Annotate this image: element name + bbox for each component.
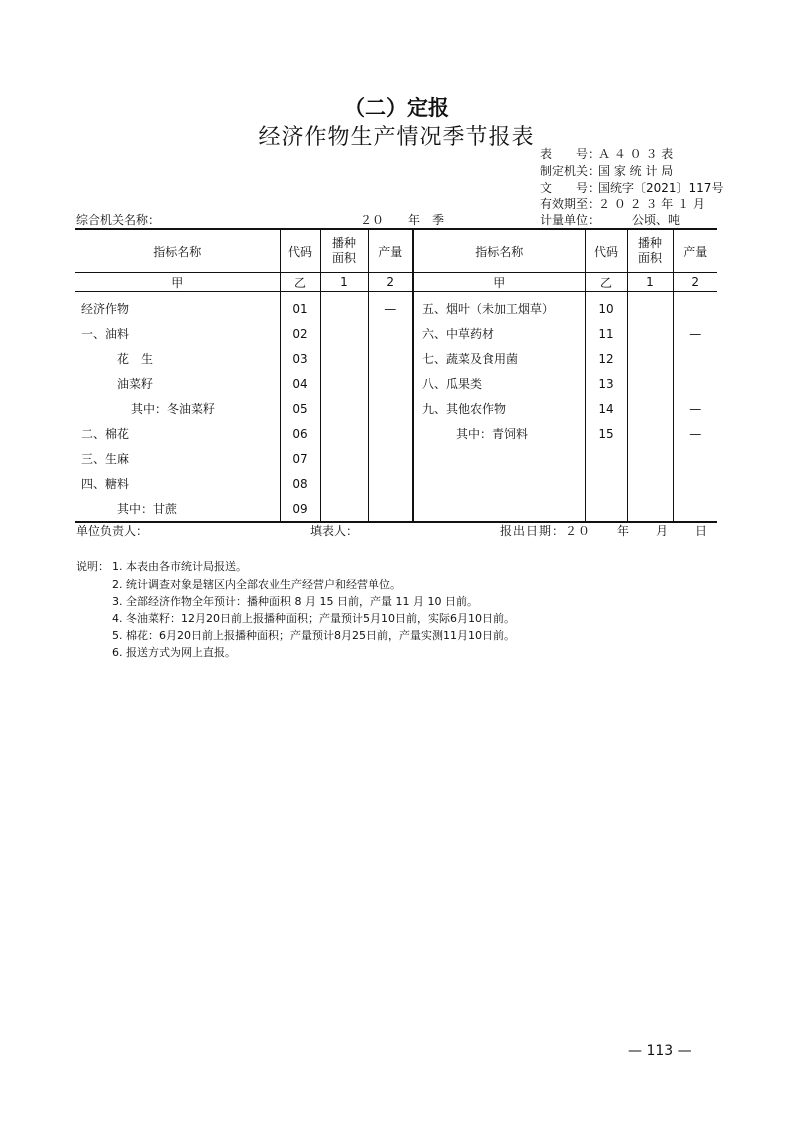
meta-document-number: 文 号：国统字〔2021〕117号 (540, 181, 724, 195)
indicator-code: 07 (280, 446, 320, 471)
table-row (75, 421, 717, 446)
meta-authority: 制定机关：国 家 统 计 局 (540, 164, 674, 178)
output-cell (673, 371, 717, 396)
meta-table-number: 表 号：Ａ ４ ０ ３ 表 (540, 147, 674, 161)
area-cell (320, 421, 368, 446)
output-cell (673, 292, 717, 322)
area-cell (627, 346, 673, 371)
footer-head-label: 单位负责人： (76, 524, 149, 538)
indicator-code (585, 496, 627, 522)
indicator-code: 01 (280, 292, 320, 322)
output-cell: — (673, 321, 717, 346)
indicator-name: 九、其他农作物 (413, 396, 585, 421)
unit-label: 计量单位： (540, 213, 601, 227)
indicator-code (585, 446, 627, 471)
page-number: — 113 — (628, 1043, 692, 1059)
output-cell (673, 446, 717, 471)
output-cell: — (368, 292, 413, 322)
output-cell (368, 346, 413, 371)
output-cell (673, 471, 717, 496)
indicator-code: 06 (280, 421, 320, 446)
indicator-code: 03 (280, 346, 320, 371)
note-item: 6. 报送方式为网上直报。 (112, 646, 236, 659)
col-index: 甲 (413, 273, 585, 292)
indicator-code (585, 471, 627, 496)
output-cell (368, 446, 413, 471)
table-row (75, 496, 717, 522)
area-cell (320, 446, 368, 471)
area-cell (627, 321, 673, 346)
indicator-name (413, 496, 585, 522)
area-cell (627, 396, 673, 421)
indicator-name: 三、生麻 (81, 452, 130, 466)
table-row (75, 371, 717, 396)
area-cell (627, 371, 673, 396)
indicator-name: 六、中草药材 (413, 321, 585, 346)
indicator-name: 其中：冬油菜籽 (131, 402, 216, 416)
indicator-name (413, 471, 585, 496)
indicator-code: 12 (585, 346, 627, 371)
footer-filler-label: 填表人： (310, 524, 359, 538)
table-row (75, 471, 717, 496)
col-header-area: 播种面积 (627, 229, 673, 273)
area-cell (320, 471, 368, 496)
report-title: 经济作物生产情况季节报表 (258, 125, 535, 150)
report-table (75, 228, 717, 523)
notes-label: 说明： (76, 560, 109, 573)
area-cell (320, 396, 368, 421)
indicator-code: 13 (585, 371, 627, 396)
indicator-name: 五、烟叶（未加工烟草） (413, 292, 585, 322)
indicator-name: 八、瓜果类 (413, 371, 585, 396)
note-item: 2. 统计调查对象是辖区内全部农业生产经营户和经营单位。 (112, 578, 401, 591)
table-row (75, 396, 717, 421)
indicator-name: 四、糖料 (81, 477, 130, 491)
org-name-label: 综合机关名称： (76, 213, 161, 227)
indicator-name: 二、棉花 (81, 427, 130, 441)
indicator-code: 11 (585, 321, 627, 346)
output-cell (368, 496, 413, 522)
area-cell (627, 471, 673, 496)
indicator-code: 10 (585, 292, 627, 322)
col-header-name: 指标名称 (413, 229, 585, 273)
indicator-code: 09 (280, 496, 320, 522)
note-item: 1. 本表由各市统计局报送。 (112, 560, 247, 573)
output-cell: — (673, 396, 717, 421)
table-row (75, 446, 717, 471)
indicator-code: 05 (280, 396, 320, 421)
col-index: 1 (320, 273, 368, 292)
col-header-code: 代码 (585, 229, 627, 273)
section-heading: （二）定报 (344, 96, 449, 120)
output-cell (368, 321, 413, 346)
note-item: 5. 棉花：6月20日前上报播种面积；产量预计8月25日前，产量实测11月10日前。 (112, 629, 515, 642)
indicator-name: 花 生 (117, 352, 154, 366)
footer-date-label: 报出日期：２０ 年 月 日 (500, 524, 709, 538)
col-index: 2 (368, 273, 413, 292)
col-header-area: 播种面积 (320, 229, 368, 273)
area-cell (627, 496, 673, 522)
unit-value: 公顷、吨 (632, 213, 681, 227)
col-index: 乙 (280, 273, 320, 292)
area-cell (627, 446, 673, 471)
note-item: 3. 全部经济作物全年预计：播种面积 8 月 15 日前，产量 11 月 10 日前。 (112, 595, 478, 608)
indicator-name: 其中：青饲料 (413, 421, 585, 446)
output-cell (673, 496, 717, 522)
col-index: 1 (627, 273, 673, 292)
output-cell: — (673, 421, 717, 446)
area-cell (320, 346, 368, 371)
col-header-code: 代码 (280, 229, 320, 273)
indicator-code: 14 (585, 396, 627, 421)
indicator-name: 油菜籽 (117, 377, 154, 391)
indicator-name: 其中：甘蔗 (75, 496, 280, 522)
meta-valid-until: 有效期至：２ ０ ２ ３ 年 １ 月 (540, 197, 705, 211)
area-cell (320, 321, 368, 346)
indicator-name (413, 446, 585, 471)
col-index: 2 (673, 273, 717, 292)
indicator-name: 七、蔬菜及食用菌 (413, 346, 585, 371)
area-cell (627, 292, 673, 322)
indicator-code: 04 (280, 371, 320, 396)
col-header-output: 产量 (368, 229, 413, 273)
area-cell (320, 292, 368, 322)
area-cell (320, 371, 368, 396)
indicator-code: 15 (585, 421, 627, 446)
note-item: 4. 冬油菜籽：12月20日前上报播种面积；产量预计5月10日前，实际6月10日前。 (112, 612, 515, 625)
output-cell (368, 421, 413, 446)
area-cell (320, 496, 368, 522)
indicator-code: 02 (280, 321, 320, 346)
indicator-name: 一、油料 (81, 327, 130, 341)
indicator-code: 08 (280, 471, 320, 496)
output-cell (368, 396, 413, 421)
area-cell (627, 421, 673, 446)
col-index: 甲 (75, 273, 280, 292)
col-index: 乙 (585, 273, 627, 292)
output-cell (368, 371, 413, 396)
table-row (75, 292, 717, 322)
output-cell (368, 471, 413, 496)
col-header-output: 产量 (673, 229, 717, 273)
col-header-name: 指标名称 (75, 229, 280, 273)
table-row (75, 321, 717, 346)
output-cell (673, 346, 717, 371)
indicator-name: 经济作物 (81, 302, 130, 316)
table-row (75, 346, 717, 371)
period-label: ２０ 年 季 (360, 213, 445, 227)
